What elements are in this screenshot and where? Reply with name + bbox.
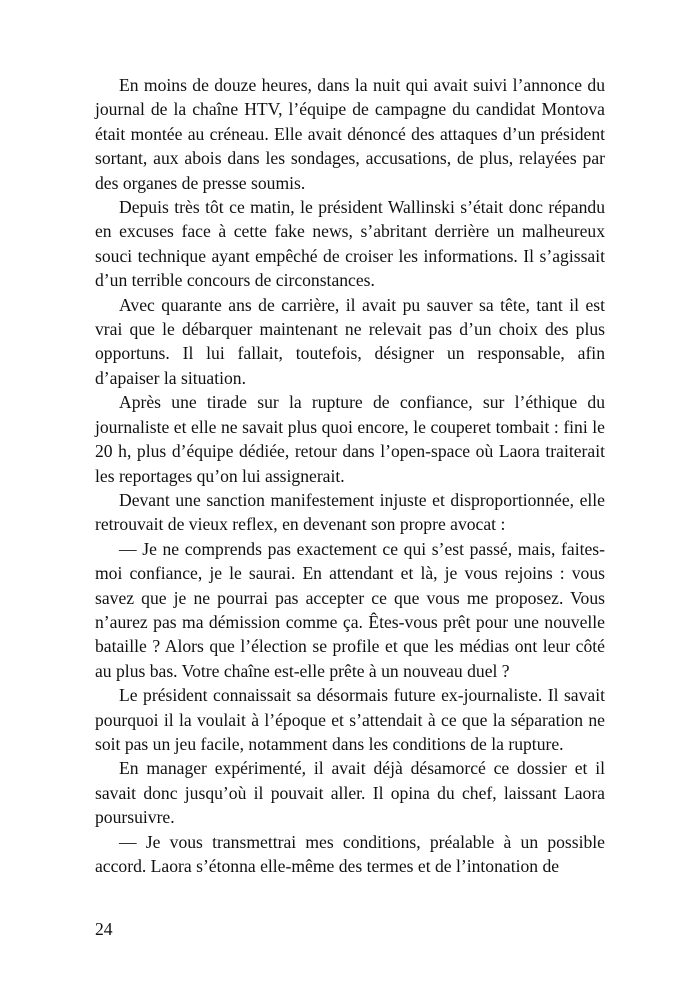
paragraph: Devant une sanction manifestement injuste et disproportionnée, elle retrouvait de vieux reflex, en devenant son propre avocat :: [95, 489, 605, 535]
paragraph: Après une tirade sur la rupture de confiance, sur l’éthique du journaliste et elle ne savait plus quoi encore, le couperet tombait : fini le 20 h, plus d’équipe dédiée, retour dans l’open-space où Laora traiterait les reportages qu’on lui assignerait.: [95, 392, 605, 486]
paragraph: En manager expérimenté, il avait déjà désamorcé ce dossier et il savait donc jusqu’où il pouvait aller. Il opina du chef, laissant Laora poursuivre.: [95, 758, 605, 828]
dialogue-paragraph: — Je ne comprends pas exactement ce qui s’est passé, mais, faites-moi confiance, je le saurai. En attendant et là, je vous rejoins : vous savez que je ne pourrai pas accepter ce que vous me proposez. Vous n’aurez pas ma démission comme ça. Êtes-vous prêt pour une nouvelle bataille ? Alors que l’élection se profile et que les médias ont leur côté au plus bas. Votre chaîne est-elle prête à un nouveau duel ?: [95, 538, 605, 681]
paragraph: Avec quarante ans de carrière, il avait pu sauver sa tête, tant il est vrai que le débarquer maintenant ne relevait pas d’un choix des plus opportuns. Il lui fallait, toutefois, désigner un responsable, afin d’apaiser la situation.: [95, 294, 605, 388]
paragraph: En moins de douze heures, dans la nuit qui avait suivi l’annonce du journal de la chaîne HTV, l’équipe de campagne du candidat Montova était montée au créneau. Elle avait dénoncé des attaques d’un président sortant, aux abois dans les sondages, accusations, de plus, relayées par des organes de presse soumis.: [95, 75, 605, 193]
paragraph: Depuis très tôt ce matin, le président Wallinski s’était donc répandu en excuses face à cette fake news, s’abritant derrière un malheureux souci technique ayant empêché de croiser les informations. Il s’agissait d’un terrible concours de circonstances.: [95, 197, 605, 291]
paragraph: Le président connaissait sa désormais future ex-journaliste. Il savait pourquoi il la voulait à l’époque et s’attendait à ce que la séparation ne soit pas un jeu facile, notamment dans les conditions de la rupture.: [95, 685, 605, 754]
dialogue-paragraph: — Je vous transmettrai mes conditions, préalable à un possible accord. Laora s’étonna elle-même des termes et de l’intonation de: [95, 831, 605, 876]
page-number: 24: [95, 919, 113, 939]
body-text: [95, 73, 605, 878]
